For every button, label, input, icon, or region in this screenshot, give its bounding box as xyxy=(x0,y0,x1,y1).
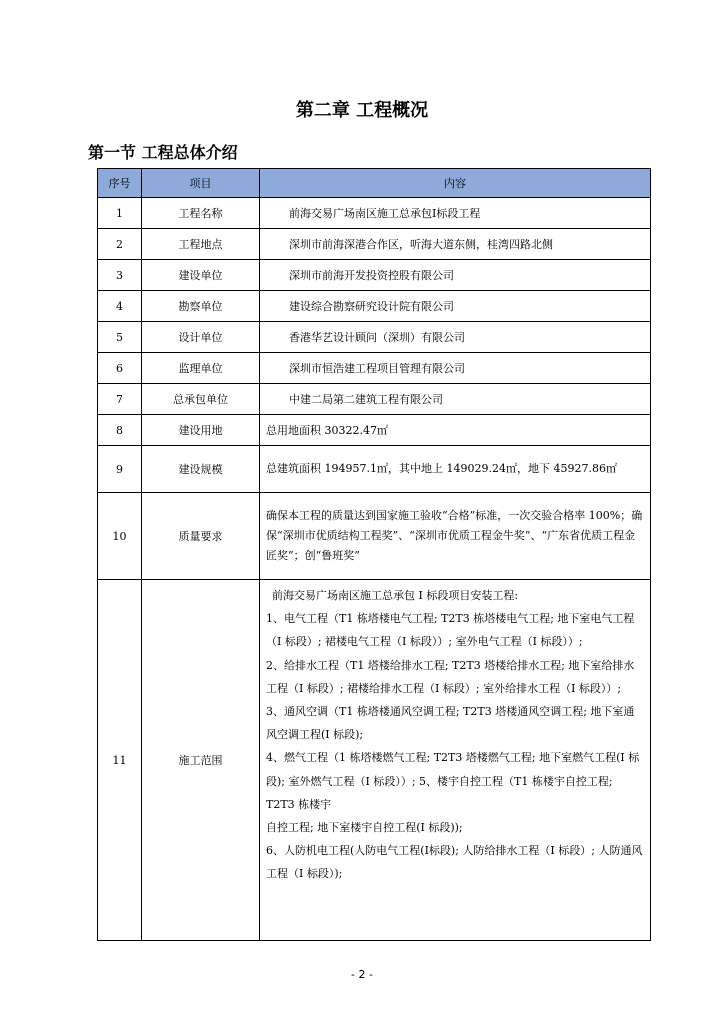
scope-line: 6、人防机电工程(人防电气工程(Ⅰ标段); 人防给排水工程（Ⅰ 标段）; 人防通风工程（Ⅰ 标段）); xyxy=(266,844,643,881)
header-content: 内容 xyxy=(260,169,651,198)
row-content xyxy=(260,229,651,260)
table-row xyxy=(98,198,651,229)
table-row xyxy=(98,446,651,493)
row-no: 2 xyxy=(98,229,142,260)
row-item: 建设规模 xyxy=(142,446,260,493)
row-content xyxy=(260,384,651,415)
row-content: 总建筑面积 194957.1㎡，其中地上 149029.24㎡，地下 45927.86㎡ xyxy=(260,446,651,493)
row-no: 6 xyxy=(98,353,142,384)
scope-line: 1、电气工程（T1 栋塔楼电气工程; T2T3 栋塔楼电气工程; 地下室电气工程（Ⅰ 标段）; 裙楼电气工程（Ⅰ 标段））; 室外电气工程（Ⅰ 标段））; xyxy=(266,612,635,649)
row-content xyxy=(260,260,651,291)
row-content-text: 香港华艺设计顾问（深圳）有限公司 xyxy=(289,331,465,344)
row-no: 10 xyxy=(98,493,142,580)
table-row xyxy=(98,384,651,415)
table-row xyxy=(98,580,651,941)
table-row xyxy=(98,229,651,260)
row-item: 设计单位 xyxy=(142,322,260,353)
scope-line: 前海交易广场南区施工总承包 Ⅰ 标段项目安装工程: xyxy=(272,589,519,602)
page-number: - 2 - xyxy=(351,968,373,981)
row-content xyxy=(260,580,651,941)
row-content-text: 深圳市恒浩建工程项目管理有限公司 xyxy=(289,362,465,375)
row-content xyxy=(260,353,651,384)
header-item: 项目 xyxy=(142,169,260,198)
table-row xyxy=(98,291,651,322)
row-no: 4 xyxy=(98,291,142,322)
row-no: 3 xyxy=(98,260,142,291)
row-item: 监理单位 xyxy=(142,353,260,384)
row-content: 确保本工程的质量达到国家施工验收“合格”标准，一次交验合格率 100%；确保“深圳市优质结构工程奖”、“深圳市优质工程金牛奖”、“广东省优质工程金匠奖”；创“鲁班奖” xyxy=(260,493,651,580)
table-row xyxy=(98,322,651,353)
row-content: 总用地面积 30322.47㎡ xyxy=(260,415,651,446)
scope-line: 2、给排水工程（T1 塔楼给排水工程; T2T3 塔楼给排水工程; 地下室给排水工程（Ⅰ 标段）; 裙楼给排水工程（Ⅰ 标段）; 室外给排水工程（Ⅰ 标段））; xyxy=(266,658,635,695)
row-item: 工程地点 xyxy=(142,229,260,260)
row-item: 工程名称 xyxy=(142,198,260,229)
table-row xyxy=(98,415,651,446)
row-content-text: 建设综合勘察研究设计院有限公司 xyxy=(289,300,454,313)
row-content-text: 中建二局第二建筑工程有限公司 xyxy=(289,393,443,406)
scope-line: 3、通风空调（T1 栋塔楼通风空调工程; T2T3 塔楼通风空调工程; 地下室通风空调工程(Ⅰ 标段); xyxy=(266,705,635,742)
row-item: 建设用地 xyxy=(142,415,260,446)
row-item: 总承包单位 xyxy=(142,384,260,415)
project-overview-table xyxy=(97,168,651,941)
table-row xyxy=(98,493,651,580)
scope-line: 4、燃气工程（1 栋塔楼燃气工程; T2T3 塔楼燃气工程; 地下室燃气工程(Ⅰ 标段); 室外燃气工程（Ⅰ 标段））; 5、楼宇自控工程（T1 栋楼宇自控工程; T2T3 栋楼宇 xyxy=(266,751,640,811)
row-content xyxy=(260,291,651,322)
chapter-title: 第二章 工程概况 xyxy=(295,100,429,121)
row-no: 1 xyxy=(98,198,142,229)
row-item: 施工范围 xyxy=(142,580,260,941)
row-no: 5 xyxy=(98,322,142,353)
row-content xyxy=(260,198,651,229)
table-header-row xyxy=(98,169,651,198)
section-title: 第一节 工程总体介绍 xyxy=(88,143,238,162)
row-content-text: 深圳市前海深港合作区，听海大道东侧，桂湾四路北侧 xyxy=(289,238,553,251)
row-content-text: 前海交易广场南区施工总承包Ⅰ标段工程 xyxy=(289,207,481,220)
row-no: 7 xyxy=(98,384,142,415)
row-content-text: 深圳市前海开发投资控股有限公司 xyxy=(289,269,454,282)
row-item: 质量要求 xyxy=(142,493,260,580)
row-no: 8 xyxy=(98,415,142,446)
table-row xyxy=(98,260,651,291)
row-item: 勘察单位 xyxy=(142,291,260,322)
header-no: 序号 xyxy=(98,169,142,198)
scope-line: 自控工程; 地下室楼宇自控工程(Ⅰ 标段)); xyxy=(266,821,463,835)
row-no: 9 xyxy=(98,446,142,493)
row-no: 11 xyxy=(98,580,142,941)
table-row xyxy=(98,353,651,384)
row-item: 建设单位 xyxy=(142,260,260,291)
row-content xyxy=(260,322,651,353)
